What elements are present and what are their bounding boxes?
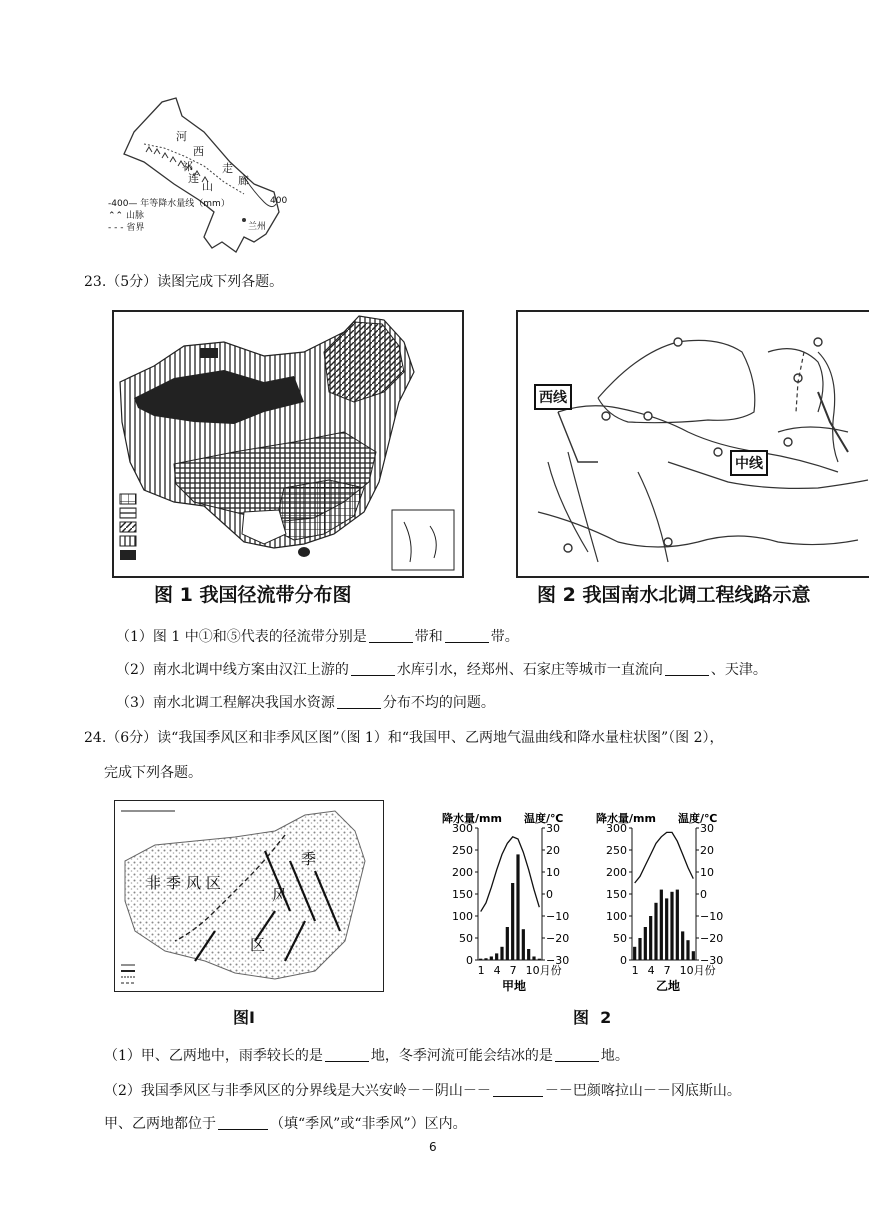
chart-2-precip-bar xyxy=(649,916,652,960)
runoff-map-caption: 图 1 我国径流带分布图 xyxy=(154,584,352,606)
chart-2-precip-bar xyxy=(692,951,695,960)
chart-1-tick-label-left: 150 xyxy=(452,888,473,901)
chart-1-tick-label-right: 30 xyxy=(546,822,560,835)
chart-1-precip-bar xyxy=(500,947,503,960)
chart-1-ylabel-left: 降水量/mm xyxy=(442,812,502,825)
west-route-label: 西线 xyxy=(534,384,572,410)
chart-1-precip-bar xyxy=(484,958,487,960)
map-label-lian: 连 xyxy=(188,172,199,185)
chart-2-tick-label-right: 30 xyxy=(700,822,714,835)
chart-1-x-tick-label: 1 xyxy=(477,964,485,977)
monsoon-map-caption: 图Ⅰ xyxy=(233,1008,255,1027)
q24-item-3-post: （填“季风”或“非季风”）区内。 xyxy=(270,1116,467,1132)
page-number: 6 xyxy=(429,1140,437,1154)
q23-item-3 xyxy=(116,693,495,713)
middle-route-label: 中线 xyxy=(730,450,768,476)
chart-1-tick-label-left: 300 xyxy=(452,822,473,835)
monsoon-label-qu: 区 xyxy=(250,936,266,954)
chart-2-ylabel-right: 温度/℃ xyxy=(678,812,718,825)
dashed-line-icon: - - - xyxy=(108,223,124,233)
chart-2-tick-label-left: 0 xyxy=(620,954,627,967)
q24-item-2 xyxy=(104,1081,741,1101)
chart-1-precip-bar xyxy=(479,959,482,960)
legend-border xyxy=(108,220,144,233)
answer-blank[interactable] xyxy=(445,628,489,643)
answer-blank[interactable] xyxy=(351,661,395,676)
map-label-he: 河 xyxy=(176,130,187,143)
chart-2-precip-bar xyxy=(644,927,647,960)
q23-item-2 xyxy=(116,660,767,680)
q24-item-1-pre: （1）甲、乙两地中，雨季较长的是 xyxy=(104,1048,323,1064)
q24-item-1-post: 地。 xyxy=(600,1048,629,1064)
chart-1-precip-bar xyxy=(522,929,525,960)
chart-2-x-tick-label: 7 xyxy=(663,964,671,977)
q24-item-2-pre: （2）我国季风区与非季风区的分界线是大兴安岭－－阴山－－ xyxy=(104,1083,491,1099)
legend-mountain-label: 山脉 xyxy=(125,211,144,221)
chart-2-x-tick-label: 10月份 xyxy=(679,964,716,977)
chart-1-tick-label-right: −10 xyxy=(546,910,570,923)
q24-item-1-mid: 地，冬季河流可能会结冰的是 xyxy=(370,1048,553,1064)
chart-1-precip-bar xyxy=(532,956,535,960)
q24-heading-line2: 完成下列各题。 xyxy=(104,765,202,781)
city-lanzhou: 兰州 xyxy=(248,222,267,232)
chart-2-x-tick-label: 4 xyxy=(647,964,655,977)
chart-1-tick-label-right: −30 xyxy=(546,954,570,967)
monsoon-label-feng: 风 xyxy=(272,886,288,904)
q23-heading: 23.（5分）读图完成下列各题。 xyxy=(84,274,284,290)
chart-2-title: 乙地 xyxy=(656,979,681,993)
non-monsoon-label: 非季风区 xyxy=(146,874,227,892)
answer-blank[interactable] xyxy=(665,661,709,676)
q23-item-3-pre: （3）南水北调工程解决我国水资源 xyxy=(116,695,335,711)
chart-2-precip-bar xyxy=(665,898,668,960)
chart-2-precip-bar xyxy=(633,947,636,960)
chart-1-tick-label-left: 50 xyxy=(459,932,473,945)
q23-item-2-mid: 水库引水，经郑州、石家庄等城市一直流向 xyxy=(396,662,663,678)
q24-item-1 xyxy=(104,1046,629,1066)
hexi-corridor-map xyxy=(104,92,304,260)
chart-2-tick-label-right: 20 xyxy=(700,844,714,857)
chart-1-x-tick-label: 7 xyxy=(509,964,517,977)
runoff-zone-map xyxy=(112,310,464,578)
chart-1-precip-bar xyxy=(506,927,509,960)
answer-blank[interactable] xyxy=(493,1082,543,1097)
chart-2-precip-bar xyxy=(654,903,657,960)
chart-1-precip-bar xyxy=(495,953,498,960)
chart-2-tick-label-right: 0 xyxy=(700,888,707,901)
chart-2-precip-bar xyxy=(676,890,679,960)
chart-2-precip-bar xyxy=(681,931,684,960)
q23-item-2-pre: （2）南水北调中线方案由汉江上游的 xyxy=(116,662,349,678)
chart-1-precip-bar xyxy=(516,854,519,960)
water-transfer-caption: 图 2 我国南水北调工程线路示意 xyxy=(537,584,811,606)
legend-border-label: 省界 xyxy=(126,223,145,233)
mountain-icon: ⌃⌃ xyxy=(108,211,124,221)
climate-chart-caption: 图 2 xyxy=(573,1008,612,1027)
chart-1-tick-label-left: 250 xyxy=(452,844,473,857)
chart-1-tick-label-left: 200 xyxy=(452,866,473,879)
chart-2-tick-label-left: 200 xyxy=(606,866,627,879)
chart-1-tick-label-right: 20 xyxy=(546,844,560,857)
chart-2-tick-label-left: 150 xyxy=(606,888,627,901)
q23-item-1-pre: （1）图 1 中①和⑤代表的径流带分别是 xyxy=(116,629,367,645)
chart-1-x-tick-label: 10月份 xyxy=(525,964,562,977)
chart-1-title: 甲地 xyxy=(502,979,527,993)
map-label-qi: 祁 xyxy=(182,160,193,173)
climate-charts xyxy=(440,810,750,1000)
water-transfer-map xyxy=(516,310,869,578)
q24-item-3-pre: 甲、乙两地都位于 xyxy=(104,1116,216,1132)
chart-1-tick-label-right: −20 xyxy=(546,932,570,945)
chart-2-tick-label-left: 300 xyxy=(606,822,627,835)
answer-blank[interactable] xyxy=(369,628,413,643)
chart-2-precip-bar xyxy=(670,892,673,960)
map-label-lang: 廊 xyxy=(238,174,249,187)
chart-2-tick-label-right: −20 xyxy=(700,932,724,945)
chart-2-tick-label-right: −30 xyxy=(700,954,724,967)
legend-isoline: -400— 年等降水量线（mm） xyxy=(108,199,230,209)
answer-blank[interactable] xyxy=(337,694,381,709)
answer-blank[interactable] xyxy=(218,1115,268,1130)
chart-2-x-tick-label: 1 xyxy=(631,964,639,977)
q24-heading-line1: 24.（6分）读“我国季风区和非季风区图”（图 1）和“我国甲、乙两地气温曲线和降水量柱状图”（图 2）， xyxy=(84,730,724,746)
q24-item-2-post: －－巴颜喀拉山－－冈底斯山。 xyxy=(544,1083,741,1099)
chart-1-precip-bar xyxy=(511,883,514,960)
chart-2-tick-label-right: 10 xyxy=(700,866,714,879)
q23-item-1 xyxy=(116,627,519,647)
q23-item-3-post: 分布不均的问题。 xyxy=(382,695,495,711)
chart-1-precip-bar xyxy=(527,949,530,960)
q24-item-3 xyxy=(104,1114,467,1134)
chart-2-tick-label-left: 100 xyxy=(606,910,627,923)
chart-2-temp-line xyxy=(635,832,694,883)
isoline-value: 400 xyxy=(270,196,288,206)
chart-2-tick-label-left: 250 xyxy=(606,844,627,857)
chart-2-precip-bar xyxy=(638,938,641,960)
map-label-xi: 西 xyxy=(193,145,204,158)
chart-1-temp-line xyxy=(481,837,540,912)
chart-2-tick-label-left: 50 xyxy=(613,932,627,945)
chart-1-tick-label-right: 10 xyxy=(546,866,560,879)
chart-1-precip-bar xyxy=(490,956,493,960)
chart-2-precip-bar xyxy=(660,890,663,960)
answer-blank[interactable] xyxy=(325,1047,369,1062)
answer-blank[interactable] xyxy=(555,1047,599,1062)
monsoon-label-ji: 季 xyxy=(301,850,317,868)
q23-item-2-post: 、天津。 xyxy=(710,662,767,678)
monsoon-zone-map xyxy=(114,800,384,992)
chart-1-x-tick-label: 4 xyxy=(493,964,501,977)
map-label-zou: 走 xyxy=(222,162,233,175)
chart-2-tick-label-right: −10 xyxy=(700,910,724,923)
map-label-shan: 山 xyxy=(202,180,213,193)
chart-1-tick-label-left: 0 xyxy=(466,954,473,967)
chart-1-tick-label-left: 100 xyxy=(452,910,473,923)
chart-1-precip-bar xyxy=(538,959,541,960)
chart-1-tick-label-right: 0 xyxy=(546,888,553,901)
chart-1-ylabel-right: 温度/℃ xyxy=(524,812,564,825)
q23-item-1-post: 带。 xyxy=(490,629,519,645)
chart-2-precip-bar xyxy=(686,940,689,960)
q23-item-1-mid: 带和 xyxy=(414,629,443,645)
chart-2-ylabel-left: 降水量/mm xyxy=(596,812,656,825)
